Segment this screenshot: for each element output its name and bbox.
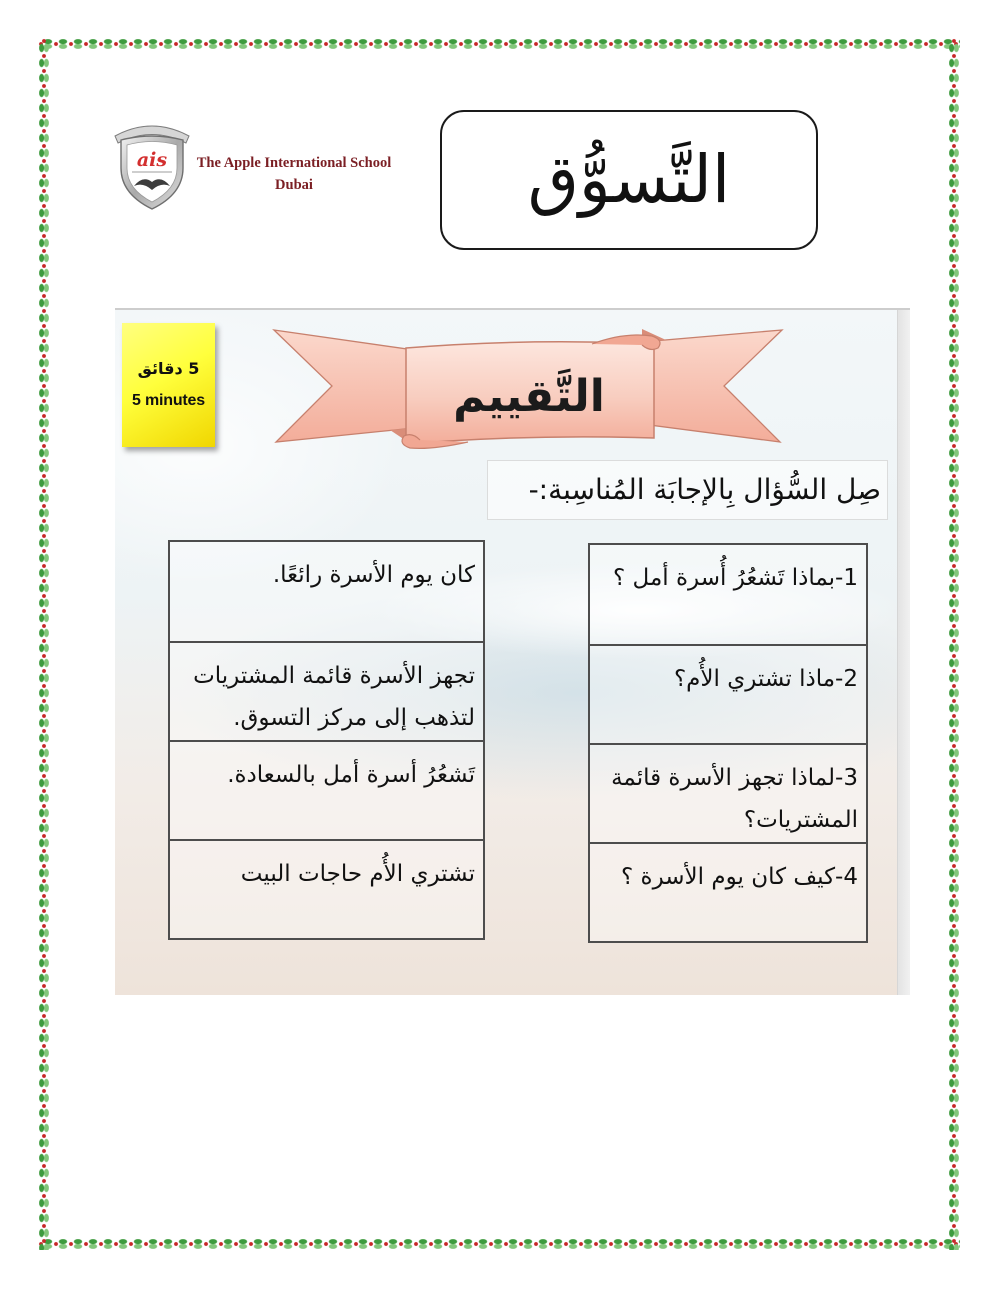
answers-column bbox=[168, 540, 485, 940]
title-box bbox=[440, 110, 818, 250]
answer-cell-4[interactable] bbox=[170, 839, 483, 938]
answer-line: تجهز الأسرة قائمة المشتريات bbox=[193, 663, 475, 689]
question-cell-2[interactable] bbox=[590, 644, 866, 743]
question-line: 4-كيف كان يوم الأسرة ؟ bbox=[621, 864, 858, 890]
answer-line: تَشعُرُ أسرة أمل بالسعادة. bbox=[227, 762, 475, 788]
question-line: 1-بماذا تَشعُرُ أُسرة أمل ؟ bbox=[613, 565, 858, 591]
question-line: المشتريات؟ bbox=[743, 807, 858, 833]
timer-english: 5 minutes bbox=[132, 392, 205, 409]
answer-line: لتذهب إلى مركز التسوق. bbox=[233, 705, 475, 731]
question-line: 3-لماذا تجهز الأسرة قائمة bbox=[611, 765, 858, 791]
questions-column bbox=[588, 543, 868, 943]
school-logo bbox=[112, 112, 192, 212]
assessment-slide bbox=[115, 308, 910, 995]
slide-right-edge bbox=[897, 310, 910, 995]
timer-arabic: 5 دقائق bbox=[137, 359, 200, 378]
answer-cell-2[interactable] bbox=[170, 641, 483, 740]
answer-line: كان يوم الأسرة رائعًا. bbox=[272, 562, 475, 588]
ribbon-right-tail bbox=[642, 330, 782, 442]
answer-cell-1[interactable] bbox=[170, 542, 483, 641]
school-city: Dubai bbox=[275, 177, 313, 193]
page-title: التَّسوُّق bbox=[527, 141, 731, 218]
logo-initials: ais bbox=[136, 149, 168, 171]
page-border-left bbox=[38, 38, 50, 1250]
ribbon-left-tail bbox=[274, 330, 414, 442]
school-name-block bbox=[186, 152, 402, 196]
question-cell-4[interactable] bbox=[590, 842, 866, 941]
answer-cell-3[interactable] bbox=[170, 740, 483, 839]
school-name: The Apple International School bbox=[196, 155, 392, 171]
question-line: 2-ماذا تشتري الأُم؟ bbox=[673, 666, 858, 692]
banner-title: التَّقييم bbox=[453, 370, 605, 422]
page-border-top bbox=[38, 38, 960, 50]
timer-badge bbox=[122, 323, 215, 447]
question-cell-3[interactable] bbox=[590, 743, 866, 842]
instruction-text: صِل السُّؤال بِالإجابَة المُناسِبة:- bbox=[528, 473, 881, 506]
page-border-right bbox=[948, 38, 960, 1250]
question-cell-1[interactable] bbox=[590, 545, 866, 644]
page-border-bottom bbox=[38, 1238, 960, 1250]
instruction-box bbox=[487, 460, 888, 520]
answer-line: تشتري الأُم حاجات البيت bbox=[240, 861, 475, 887]
